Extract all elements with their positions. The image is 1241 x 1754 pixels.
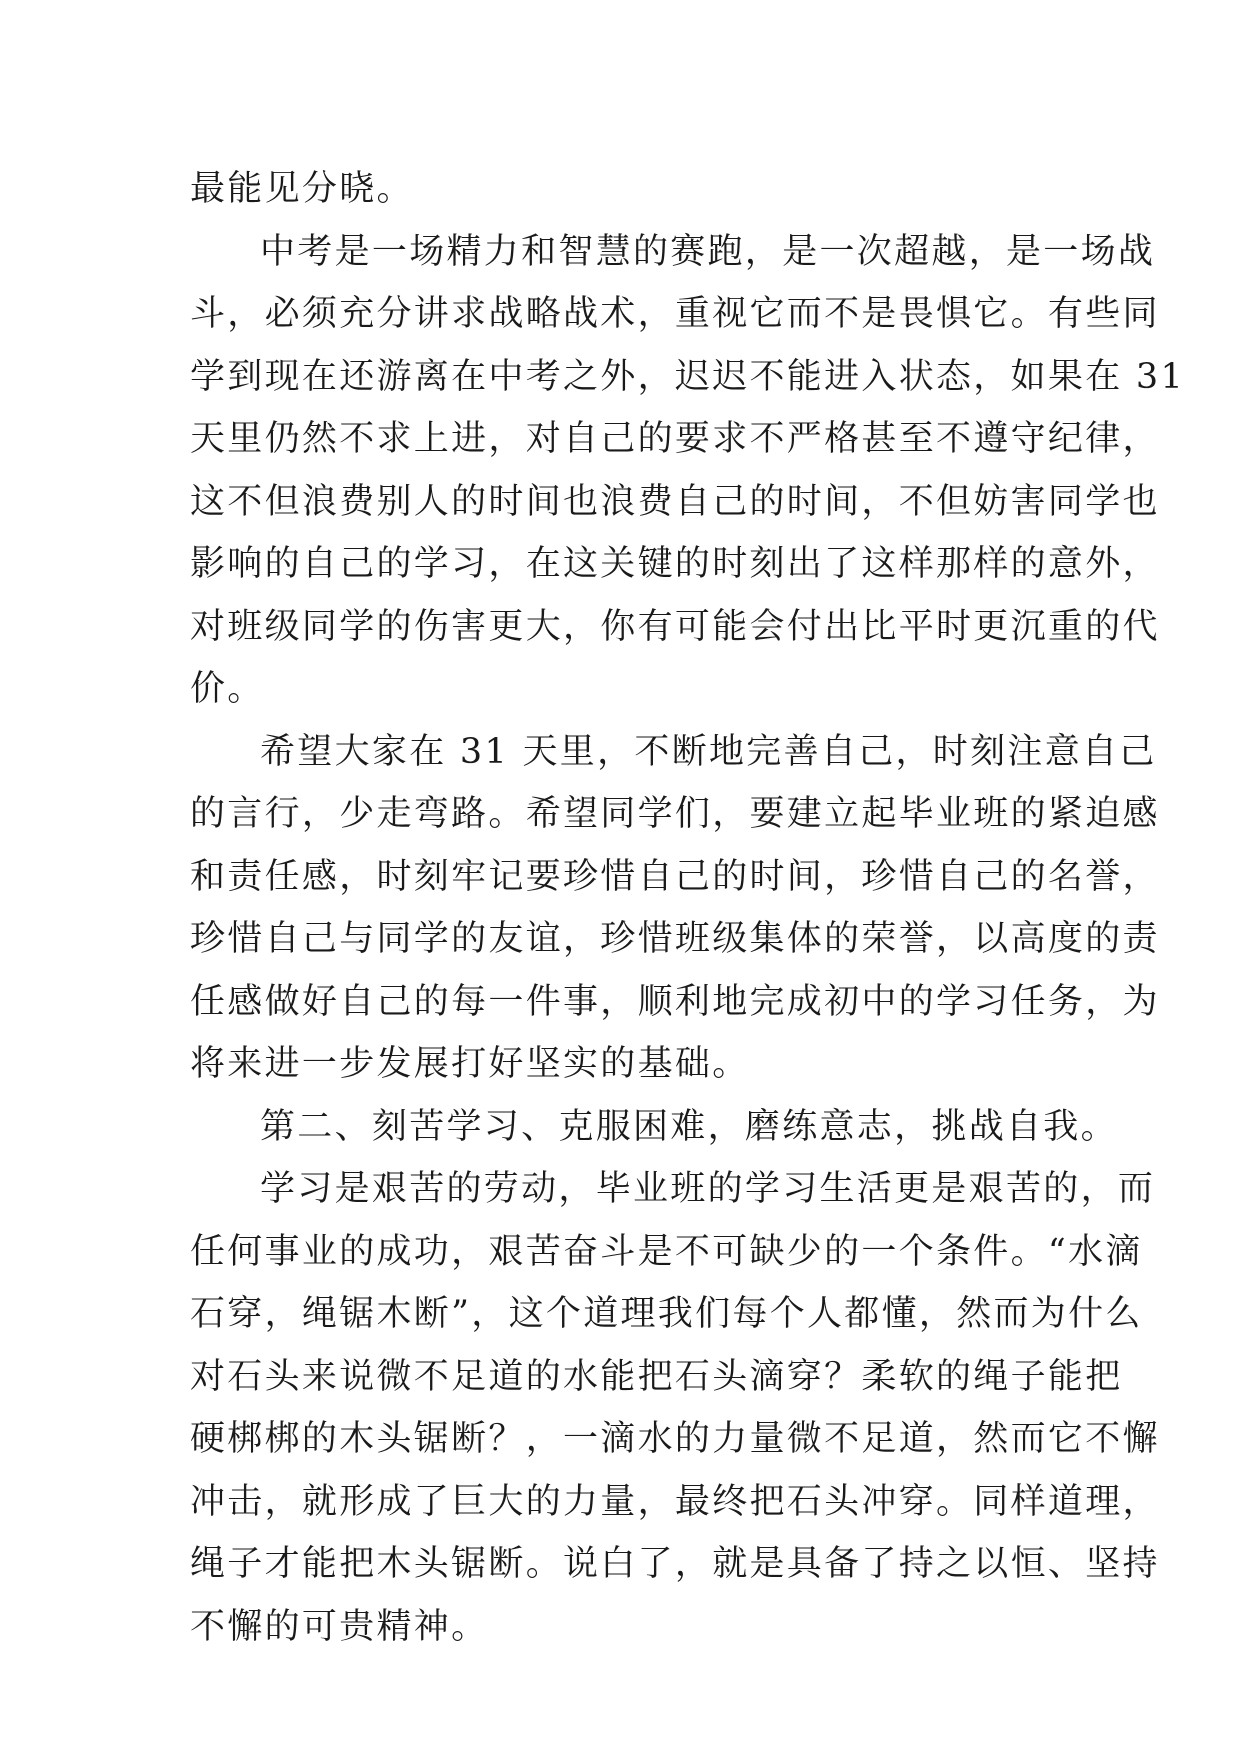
text-line: 任感做好自己的每一件事，顺利地完成初中的学习任务，为: [190, 981, 1160, 1022]
text-line: 斗，必须充分讲求战略战术，重视它而不是畏惧它。有些同: [190, 294, 1160, 334]
text-line: 对班级同学的伤害更大，你有可能会付出比平时更沉重的代: [190, 606, 1160, 647]
text-line: 天里仍然不求上进，对自己的要求不严格甚至不遵守纪律，: [190, 419, 1160, 459]
text-line: 石穿，绳锯木断”，这个道理我们每个人都懂，然而为什么: [190, 1294, 1143, 1334]
text-line: 学到现在还游离在中考之外，迟迟不能进入状态，如果在 31: [190, 356, 1186, 397]
document-page: [190, 158, 1186, 1658]
text-line: 将来进一步发展打好坚实的基础。: [190, 1044, 750, 1084]
text-line: 的言行，少走弯路。希望同学们，要建立起毕业班的紧迫感: [190, 794, 1160, 834]
text-line: 绳子才能把木头锯断。说白了，就是具备了持之以恒、坚持: [190, 1544, 1160, 1584]
text-line: 不懈的可贵精神。: [190, 1606, 489, 1647]
text-line: 冲击，就形成了巨大的力量，最终把石头冲穿。同样道理，: [190, 1481, 1160, 1522]
text-line: 价。: [190, 669, 265, 709]
text-line: 影响的自己的学习，在这关键的时刻出了这样那样的意外，: [190, 544, 1160, 584]
text-line: 中考是一场精力和智慧的赛跑，是一次超越，是一场战: [260, 231, 1156, 272]
section-heading: 第二、刻苦学习、克服困难，磨练意志，挑战自我。: [260, 1106, 1118, 1147]
text-line: 这不但浪费别人的时间也浪费自己的时间，不但妨害同学也: [190, 481, 1160, 522]
text-line: 希望大家在 31 天里，不断地完善自己，时刻注意自己: [260, 731, 1157, 772]
text-line: 任何事业的成功，艰苦奋斗是不可缺少的一个条件。“水滴: [190, 1231, 1143, 1272]
text-line: 对石头来说微不足道的水能把石头滴穿？柔软的绳子能把: [190, 1356, 1123, 1397]
text-line: 学习是艰苦的劳动，毕业班的学习生活更是艰苦的，而: [260, 1169, 1156, 1209]
text-line: 硬梆梆的木头锯断？，一滴水的力量微不足道，然而它不懈: [190, 1419, 1160, 1459]
text-line: 和责任感，时刻牢记要珍惜自己的时间，珍惜自己的名誉，: [190, 856, 1160, 897]
text-line: 珍惜自己与同学的友谊，珍惜班级集体的荣誉，以高度的责: [190, 919, 1160, 959]
text-line: 最能见分晓。: [190, 169, 414, 209]
